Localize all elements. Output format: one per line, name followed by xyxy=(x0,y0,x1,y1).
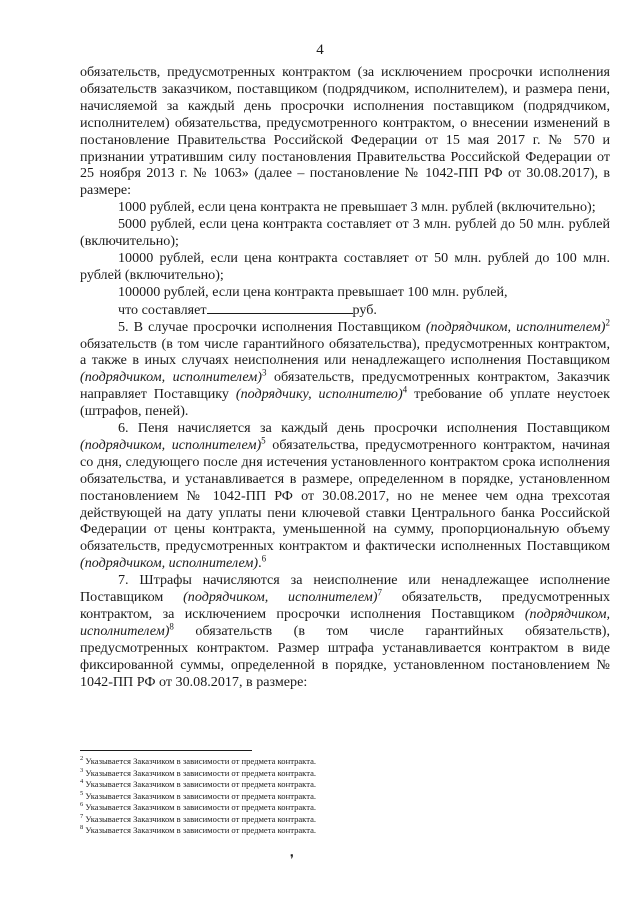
p5-italic: (подрядчику, исполнителю) xyxy=(235,386,403,403)
amount-line xyxy=(80,301,610,319)
penalty-item: 1000 рублей, если цена контракта не превышает 3 млн. рублей (включительно); xyxy=(118,199,596,216)
p5-italic: (подрядчиком, исполнителем) xyxy=(80,369,262,386)
footnote: $^3$ Указывается Заказчиком в зависимости от предмета контракта. xyxy=(80,766,317,778)
amount-prefix: что составляет xyxy=(118,301,207,318)
paragraph-intro: обязательств, предусмотренных контрактом (за исключением просрочки исполнения обязательств заказчиком, поставщиком (подрядчиком, исполнителем), и размера пени, начисляемой за каждый день просрочки исполнения поставщиком (подрядчиком, исполнителем) обязательства, предусмотренного контрактом, о внесении изменений в постановление Правительства Российской Федерации от 15 мая 2017 г. № 570 и признании утратившим силу постановления Правительства Российской Федерации от 25 ноября 2013 г. № 1063» (далее – постановление № 1042-ПП РФ от 30.08.2017), в размере: xyxy=(80,64,610,199)
footnote-ref: 8 xyxy=(169,621,174,632)
scan-mark: ❜ xyxy=(290,852,294,866)
p6-italic: (подрядчиком, исполнителем) xyxy=(80,555,259,572)
footnote-ref: 3 xyxy=(262,367,267,378)
amount-blank xyxy=(207,301,317,314)
footnotes xyxy=(80,756,600,837)
amount-suffix: руб. xyxy=(352,301,377,318)
footnote-ref: 4 xyxy=(402,384,408,395)
amount-blank xyxy=(317,301,353,314)
footnote-ref: 2 xyxy=(605,316,610,327)
p7-text: обязательств, предусмотренных контрактом, за исключением просрочки исполнения Поставщиком xyxy=(80,589,610,622)
paragraph-6 xyxy=(80,420,610,572)
document-body xyxy=(80,64,610,691)
footnote: $^5$ Указывается Заказчиком в зависимости от предмета контракта. xyxy=(80,789,317,801)
footnote: $^8$ Указывается Заказчиком в зависимости от предмета контракта. xyxy=(80,824,317,835)
footnote-ref: 7 xyxy=(377,587,382,598)
p5-text: обязательств (в том числе гарантийного обязательства), предусмотренных контрактом, а также в иных случаях неисполнения или ненадлежащего исполнения Поставщиком xyxy=(80,335,610,369)
penalty-item: 10000 рублей, если цена контракта составляет от 50 млн. рублей до 100 млн. рублей (включительно); xyxy=(80,249,610,283)
p7-text: обязательств (в том числе гарантийных обязательств), предусмотренных контрактом. Размер штрафа устанавливается контрактом в виде фиксированной суммы, определенной в порядке, установленном постановлением № 1042-ПП РФ от 30.08.2017, в размере: xyxy=(80,622,610,690)
page-number: 4 xyxy=(316,42,324,58)
p5-italic: (подрядчиком, исполнителем) xyxy=(425,318,606,335)
p5-text: требование об уплате неустоек (штрафов, пеней). xyxy=(80,386,611,420)
p5-text: обязательств, предусмотренных контрактом, Заказчик направляет Поставщику xyxy=(80,369,610,403)
footnote: $^6$ Указывается Заказчиком в зависимости от предмета контракта. xyxy=(80,801,317,812)
p6-text: обязательства, предусмотренного контрактом, начиная со дня, следующего после дня истечения установленного контрактом срока исполнения обязательства, и устанавливается в размере, определенном в порядке, установленном постановлением № 1042-ПП РФ от 30.08.2017, но не менее чем одна трехсотая действующей на дату уплаты пени ключевой ставки Центрального банка Российской Федерации от цены контракта, уменьшенной на сумму, пропорциональную объему обязательств, предусмотренных контрактом и фактически исполненных Поставщиком xyxy=(80,436,610,555)
p5-text: 5. В случае просрочки исполнения Поставщиком xyxy=(118,318,426,335)
footnote: $^2$ Указывается Заказчиком в зависимости от предмета контракта. xyxy=(80,755,317,766)
p6-italic: (подрядчиком, исполнителем) xyxy=(80,436,262,453)
penalty-item: 100000 рублей, если цена контракта превышает 100 млн. рублей, xyxy=(118,283,508,300)
paragraph-5 xyxy=(80,316,611,420)
footnote-ref: 6 xyxy=(261,553,267,564)
paragraph-7 xyxy=(80,572,610,690)
p7-italic: (подрядчиком, исполнителем) xyxy=(80,606,610,639)
p7-text: 7. Штрафы начисляются за неисполнение или ненадлежащее исполнение Поставщиком xyxy=(80,572,610,606)
penalty-item: 5000 рублей, если цена контракта составляет от 3 млн. рублей до 50 млн. рублей (включительно); xyxy=(80,216,610,250)
footnote-separator xyxy=(80,750,252,751)
footnote: $^7$ Указывается Заказчиком в зависимости от предмета контракта. xyxy=(80,812,317,824)
p7-italic: (подрядчиком, исполнителем) xyxy=(183,589,378,606)
p6-text: 6. Пеня начисляется за каждый день просрочки исполнения Поставщиком xyxy=(118,420,610,437)
footnote-ref: 5 xyxy=(261,435,266,446)
footnote: $^4$ Указывается Заказчиком в зависимости от предмета контракта. xyxy=(80,778,317,789)
p6-text: . xyxy=(258,555,262,572)
